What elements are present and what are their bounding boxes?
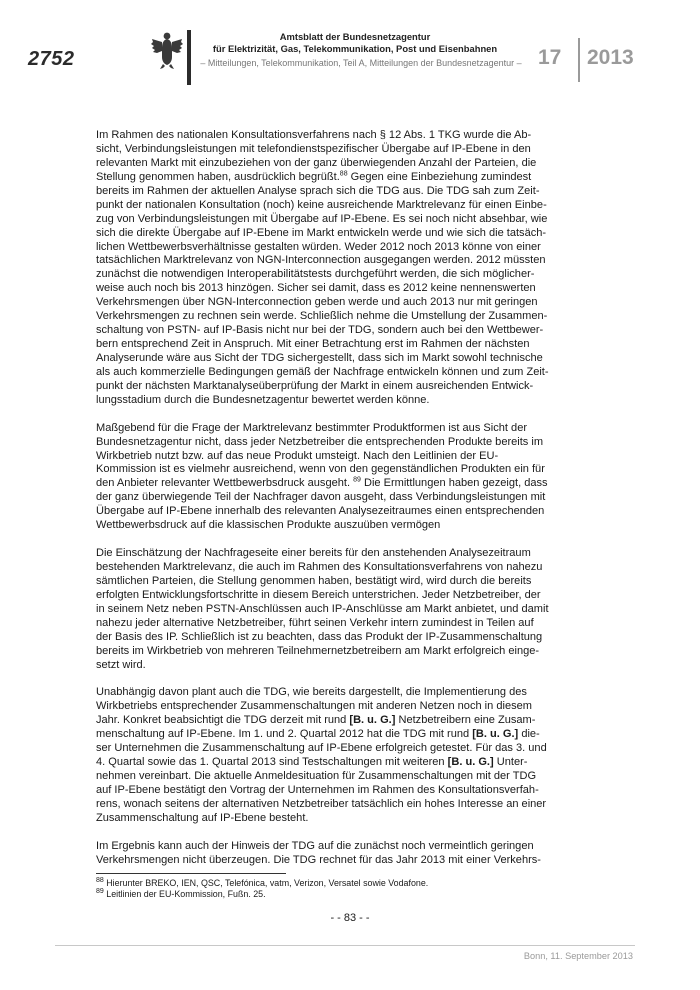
text-line: Unabhängig davon plant auch die TDG, wie bereits dargestellt, die Implementierung des [96,686,527,699]
body-text [96,129,586,881]
text-line: schaltung von PSTN- auf IP-Basis nicht nur bei der TDG, sondern auch bei den Wettbewer- [96,324,544,337]
text-run: Netzbetreibern eine Zusam- [395,714,536,727]
text-line: setzt wird. [96,658,146,671]
issue-divider [578,38,580,82]
text-line: Die Einschätzung der Nachfrageseite einer bereits für den anstehenden Analysezeitraum [96,547,531,560]
text-line: relevanten Markt mit einzubeziehen von der ganz überwiegenden Anzahl der Parteien, die [96,156,537,169]
redacted-marker: [B. u. G.] [349,714,396,727]
text-line: auf IP-Ebene bestätigt den Vortrag der Unternehmen im Rahmen des Konsultationsverfah- [96,783,539,796]
text-line: nahezu jeder alternative Netzbetreiber, führt seinen Verkehr intern zumindest in Teilen auf [96,616,534,629]
text-run: Unter- [493,756,528,769]
text-line: als auch kommerzielle Bedingungen gemäß der Nachfrage entwickeln können und zum Zeit- [96,365,549,378]
text-line [96,477,586,491]
text-line: Analyserunde wäre aus Sicht der TDG sichergestellt, dass sich im Markt sowohl technische [96,352,543,364]
gazette-section: – Mitteilungen, Telekommunikation, Teil A, Mitteilungen der Bundesnetzagentur – [200,58,522,68]
footnote-text: Leitlinien der EU-Kommission, Fußn. 25. [103,889,266,899]
text-line: zunächst die notwendigen Interoperabilitätstests durchgeführt werden, die sich möglicher- [96,268,535,281]
footnote-number: 88 [96,877,104,885]
text-line: sicht, Verbindungsleistungen mit telefondienstspezifischer Übergabe auf IP-Ebene in den [96,142,531,155]
text-line: weise auch noch bis 2013 hinzögen. Sicher sei damit, dass es 2012 keine nennenswerten [96,282,536,295]
paragraph [96,686,586,825]
text-line: bereits im Rahmen der aktuellen Analyse sprach sich die TDG aus. Die TDG sah zum Zeit- [96,184,540,197]
text-line: Wirkbetriebs entsprechender Zusammenschaltungen mit anderen Netzen noch in diesem [96,700,532,713]
text-line: nehmen vereinbart. Die aktuelle Anmeldesituation für Zusammenschaltungen mit der TDG [96,769,537,782]
footnote-ref[interactable]: 88 [339,170,348,178]
issue-number: 17 [538,46,562,69]
paragraph [96,547,586,672]
redacted-marker: [B. u. G.] [472,728,519,741]
gazette-title-subline: für Elektrizität, Gas, Telekommunikation, Post und Eisenbahnen [212,43,498,54]
text-line [96,728,586,742]
footer-place-date: Bonn, 11. September 2013 [523,951,633,961]
text-line: bern entsprechend Zeit in Anspruch. Mit einer Betrachtung erst im Rahmen der nächsten [96,338,530,351]
text-line: der Basis des IP. Schließlich ist zu beachten, dass das Produkt der IP-Zusammenschaltung [96,630,543,643]
text-line: punkt der nächsten Marktanalyseüberprüfung der Markt in einem ausreichenden Entwick- [96,379,534,392]
text-line: in seinem Netz neben PSTN-Anschlüssen auch IP-Anschlüsse am Markt anbietet, und damit [96,602,549,615]
paragraph [96,840,586,868]
text-run: Stellung genommen haben, ausdrücklich begrüßt. [96,170,340,183]
text-line: Verkehrsmengen zu rechnen sein werde. Schließlich nehme die Umstellung der Zusammen- [96,310,548,323]
issue-year: 2013 [587,46,634,69]
text-line: Maßgebend für die Frage der Marktrelevanz bestimmter Produktformen ist aus Sicht der [96,421,528,434]
text-run: die- [518,728,540,741]
footnote-ref[interactable]: 89 [353,476,361,484]
gazette-title: Amtsblatt der Bundesnetzagentur [279,31,431,42]
text-line: lungsstadium durch die Bundesnetzagentur bewertet werden könne. [96,393,430,406]
text-line: der ganz überwiegende Teil der Nachfrager davon ausgeht, dass Verbindungsleistungen mit [96,491,546,504]
text-line: Übergabe auf IP-Ebene innerhalb des relevanten Analysezeitraumes einen entsprechenden [96,505,545,518]
text-line: Zusammenschaltung auf IP-Ebene besteht. [96,811,309,824]
text-run: menschaltung auf IP-Ebene. Im 1. und 2. Quartal 2012 hat die TDG mit rund [96,728,473,741]
footnote [96,889,586,900]
text-line: bereits im Wirkbetrieb von mehreren Teilnehmernetzbetreibern am Markt erfolgreich einge- [96,644,540,657]
text-line: Verkehrsmengen über NGN-Interconnection geben werde und auch 2013 nur mit geringen [96,296,538,309]
text-line: ser Unternehmen die Zusammenschaltung auf IP-Ebene erfolgreich getestet. Für das 3. und [96,742,547,755]
text-line [96,756,586,770]
text-line: Wettbewerbsdruck auf die klassischen Produkte auszuüben vermögen [96,519,441,532]
footnote-text: Hierunter BREKO, IEN, QSC, Telefónica, vatm, Verizon, Versatel sowie Vodafone. [103,878,429,888]
text-line: Im Rahmen des nationalen Konsultationsverfahrens nach § 12 Abs. 1 TKG wurde die Ab- [96,129,532,141]
paragraph [96,422,586,534]
footnotes [96,878,586,900]
text-line: tatsächlichen Marktrelevanz von NGN-Interconnection ausgegangen werden. 2012 müssten [96,254,546,267]
text-line [96,714,586,728]
redacted-marker: [B. u. G.] [447,756,494,769]
text-run: Gegen eine Einbeziehung zumindest [347,170,532,183]
center-page-number: - - 83 - - [330,912,370,924]
text-line: bestehenden Marktrelevanz, die auch im Rahmen des Konsultationsverfahrens von nahezu [96,560,543,573]
text-run: Die Ermittlungen haben gezeigt, dass [360,477,548,490]
text-line: Bundesnetzagentur nicht, dass jeder Netzbetreiber die entsprechenden Produkte bereits im [96,435,544,448]
text-line: Kommission ist es vielmehr ausreichend, wenn von den gegenständlichen Produkten ein für [96,463,545,476]
text-line: rens, wonach seitens der alternativen Netzbetreiber tatsächlich ein hohes Interesse an einer [96,797,547,810]
text-line: sämtlichen Parteien, die Stellung genommen haben, bestätigt wird, wird durch die bereits [96,574,532,587]
text-line: sich die direkte Übergabe auf IP-Ebene im Markt entwickeln werde und wie sich die tatsäch- [96,226,547,239]
page-number: 2752 [28,48,75,70]
text-line: Wirkbetrieb nutzt bzw. auf das neue Produkt umsteigt. Nach den Leitlinien der EU- [96,449,499,462]
paragraph [96,129,586,408]
footnote-rule [96,873,286,874]
footnote-number: 89 [96,888,104,896]
text-line: lichen Wettbewerbsverhältnisse gestalten würden. Weder 2012 noch 2013 könne von einer [96,240,541,253]
text-line: zug von Verbindungsleistungen mit Übergabe auf IP-Ebene. Es sei noch nicht absehbar, wie [96,212,548,225]
text-line [96,171,586,185]
federal-eagle-icon [150,30,184,70]
text-run: Jahr. Konkret beabsichtigt die TDG derzeit mit rund [96,714,350,727]
text-run: 4. Quartal sowie das 1. Quartal 2013 sind Testschaltungen mit weiteren [96,756,448,769]
text-line: punkt der nationalen Konsultation (noch) keine ausreichende Marktrelevanz für einen Einbe- [96,198,547,211]
text-run: den Anbieter relevanter Wettbewerbsdruck ausgeht. [96,477,354,490]
text-line: Verkehrsmengen nicht überzeugen. Die TDG rechnet für das Jahr 2013 mit einer Verkehrs- [96,853,541,866]
footnote [96,878,586,889]
text-line: Im Ergebnis kann auch der Hinweis der TDG auf die zunächst noch vermeintlich geringen [96,839,534,852]
text-line: erfolgten Entwicklungsfortschritte in diesem Bereich unterstrichen. Jeder Netzbetreiber, der [96,588,541,601]
footer-rule [55,945,635,946]
